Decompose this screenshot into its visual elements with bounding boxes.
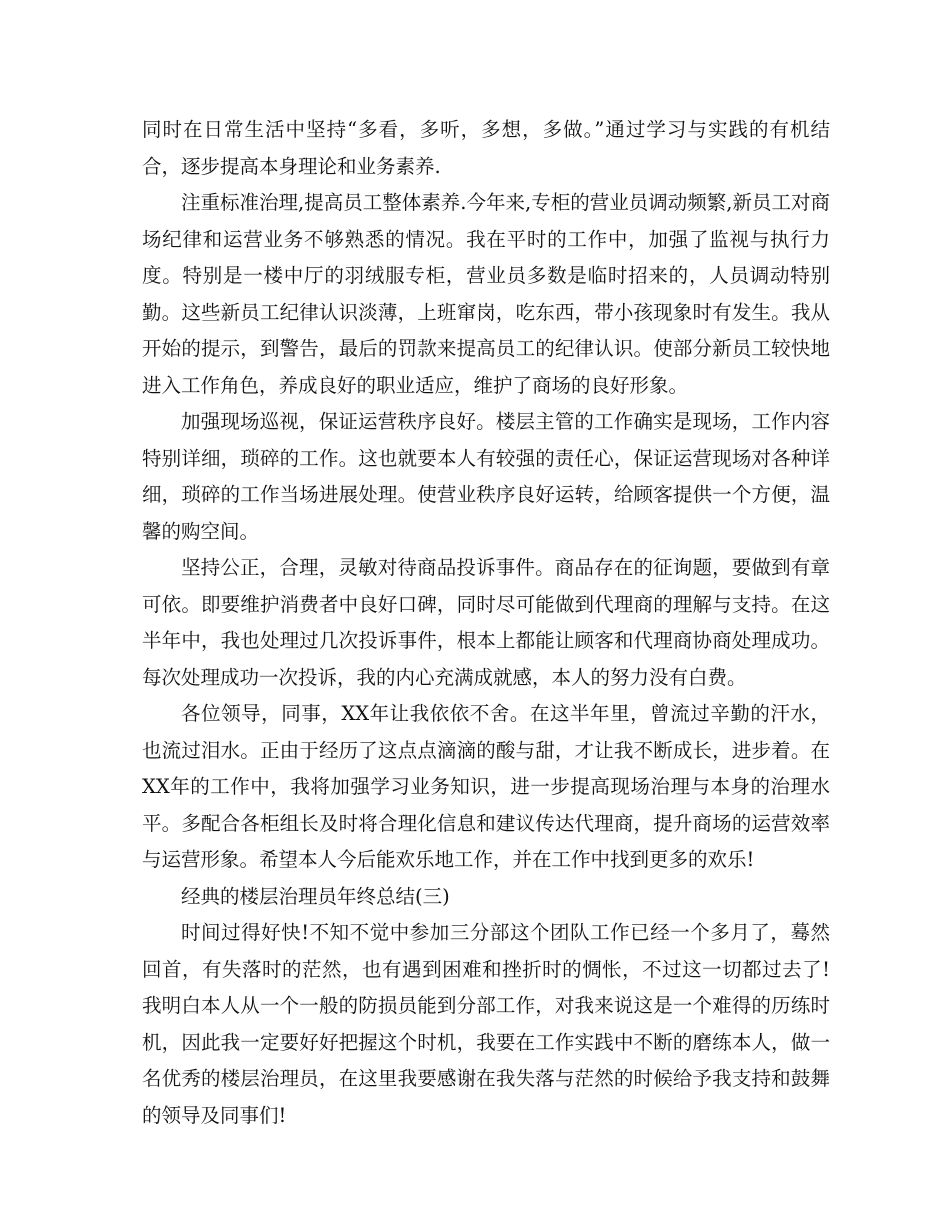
paragraph-3: 加强现场巡视，保证运营秩序良好。楼层主管的工作确实是现场，工作内容特别详细，琐碎的工作。这也就要本人有较强的责任心，保证运营现场对各种详细，琐碎的工作当场进展处理。使营业秩序良好运转，给顾客提供一个方便，温馨的购空间。 bbox=[142, 410, 830, 543]
document-body bbox=[142, 112, 830, 1134]
section-heading: 经典的楼层治理员年终总结(三) bbox=[181, 884, 450, 908]
paragraph-6: 时间过得好快!不知不觉中参加三分部这个团队工作已经一个多月了，蓦然回首，有失落时的茫然，也有遇到困难和挫折时的惆怅，不过这一切都过去了!我明白本人从一个一般的防损员能到分部工作，对我来说这是一个难得的历练时机，因此我一定要好好把握这个时机，我要在工作实践中不断的磨练本人，做一名优秀的楼层治理员，在这里我要感谢在我失落与茫然的时候给予我支持和鼓舞的领导及同事们! bbox=[142, 921, 830, 1127]
paragraph-1: 同时在日常生活中坚持“多看，多听，多想，多做。”通过学习与实践的有机结合，逐步提高本身理论和业务素养. bbox=[142, 118, 830, 178]
paragraph-4: 坚持公正，合理，灵敏对待商品投诉事件。商品存在的征询题，要做到有章可依。即要维护消费者中良好口碑，同时尽可能做到代理商的理解与支持。在这半年中，我也处理过几次投诉事件，根本上都能让顾客和代理商协商处理成功。每次处理成功一次投诉，我的内心充满成就感，本人的努力没有白费。 bbox=[142, 556, 830, 689]
paragraph-5: 各位领导，同事，XX年让我依依不舍。在这半年里，曾流过辛勤的汗水，也流过泪水。正由于经历了这点点滴滴的酸与甜，才让我不断成长，进步着。在XX年的工作中，我将加强学习业务知识，进一步提高现场治理与本身的治理水平。多配合各柜组长及时将合理化信息和建议传达代理商，提升商场的运营效率与运营形象。希望本人今后能欢乐地工作，并在工作中找到更多的欢乐! bbox=[142, 702, 830, 871]
paragraph-2: 注重标准治理,提高员工整体素养.今年来,专柜的营业员调动频繁,新员工对商场纪律和运营业务不够熟悉的情况。我在平时的工作中，加强了监视与执行力度。特别是一楼中厅的羽绒服专柜，营业员多数是临时招来的，人员调动特别勤。这些新员工纪律认识淡薄，上班窜岗，吃东西，带小孩现象时有发生。我从开始的提示，到警告，最后的罚款来提高员工的纪律认识。使部分新员工较快地进入工作角色，养成良好的职业适应，维护了商场的良好形象。 bbox=[142, 191, 830, 397]
